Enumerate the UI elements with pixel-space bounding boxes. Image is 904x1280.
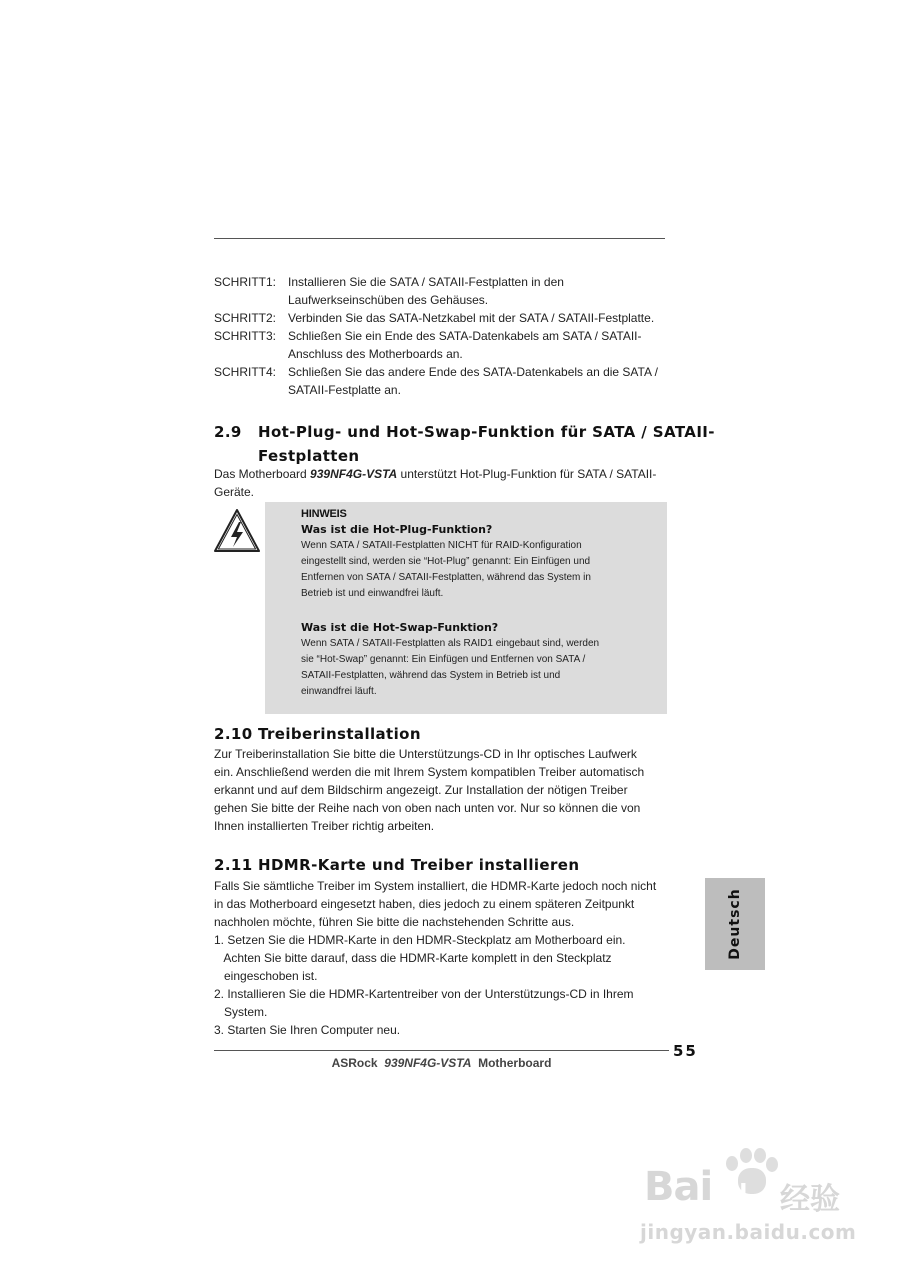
section-number: 2.9 — [214, 423, 242, 441]
language-tab-label: Deutsch — [727, 888, 743, 960]
intro-text-after: unterstützt Hot-Plug-Funktion für SATA / SATAII- — [397, 467, 657, 481]
body-line: gehen Sie bitte der Reihe nach von oben nach unten vor. Nur so können die von — [214, 801, 641, 815]
footer-brand: ASRock — [331, 1056, 378, 1070]
step-3 — [214, 327, 674, 363]
body-line: erkannt und auf dem Bildschirm angezeigt. Zur Installation der nötigen Treiber — [214, 783, 628, 797]
section-title: Treiberinstallation — [258, 725, 421, 743]
step-label: SCHRITT4: — [214, 365, 277, 379]
page-number: 55 — [673, 1042, 698, 1060]
note-line: Entfernen von SATA / SATAII-Festplatten, während das System in — [301, 572, 591, 583]
body-line: ein. Anschließend werden die mit Ihrem System kompatiblen Treiber automatisch — [214, 765, 645, 779]
section-heading-2-10 — [214, 724, 421, 744]
section-number: 2.10 — [214, 725, 253, 743]
body-line: in das Motherboard eingesetzt haben, dies jedoch zu einem späteren Zeitpunkt — [214, 897, 635, 911]
list-item-cont: eingeschoben ist. — [214, 969, 318, 983]
section-number: 2.11 — [214, 856, 253, 874]
watermark-url: jingyan.baidu.com — [640, 1220, 857, 1244]
section-2-11-body — [214, 877, 669, 1039]
note-line: sie “Hot-Swap” genannt: Ein Einfügen und Entfernen von SATA / — [301, 654, 586, 665]
note-line: Wenn SATA / SATAII-Festplatten als RAID1 eingebaut sind, werden — [301, 638, 600, 649]
body-line: Zur Treiberinstallation Sie bitte die Unterstützungs-CD in Ihr optisches Laufwerk — [214, 747, 637, 761]
list-item-cont: System. — [214, 1005, 268, 1019]
note-answer-2 — [301, 636, 651, 700]
note-question-1: Was ist die Hot-Plug-Funktion? — [301, 523, 493, 536]
step-text: Schließen Sie das andere Ende des SATA-Datenkabels an die SATA / — [288, 365, 658, 379]
step-text: Schließen Sie ein Ende des SATA-Datenkabels am SATA / SATAII- — [288, 329, 642, 343]
footer — [214, 1056, 669, 1070]
footer-suffix: Motherboard — [478, 1056, 552, 1070]
section-2-9-intro — [214, 465, 669, 501]
bottom-rule — [214, 1050, 669, 1051]
step-text-cont: SATAII-Festplatte an. — [288, 383, 401, 397]
watermark-cn: 经验 — [780, 1182, 840, 1217]
note-line: Wenn SATA / SATAII-Festplatten NICHT für RAID-Konfiguration — [301, 540, 582, 551]
intro-text: Das Motherboard — [214, 467, 311, 481]
list-item: 1. Setzen Sie die HDMR-Karte in den HDMR-Steckplatz am Motherboard ein. — [214, 933, 626, 947]
section-heading-2-11 — [214, 855, 579, 875]
note-line: SATAII-Festplatten, während das System in Betrieb ist und — [301, 670, 561, 681]
note-answer-1 — [301, 538, 651, 602]
note-line: einwandfrei läuft. — [301, 686, 377, 697]
step-text-cont: Laufwerkseinschüben des Gehäuses. — [288, 293, 489, 307]
list-item: 3. Starten Sie Ihren Computer neu. — [214, 1023, 401, 1037]
step-text: Installieren Sie die SATA / SATAII-Festplatten in den — [288, 275, 564, 289]
step-label: SCHRITT1: — [214, 275, 277, 289]
watermark-logo: Bai — [644, 1164, 713, 1210]
list-item: 2. Installieren Sie die HDMR-Kartentreiber von der Unterstützungs-CD in Ihrem — [214, 987, 634, 1001]
step-2 — [214, 309, 674, 327]
body-line: Ihnen installierten Treiber richtig arbeiten. — [214, 819, 435, 833]
steps-list — [214, 273, 674, 399]
section-title: HDMR-Karte und Treiber installieren — [258, 856, 580, 874]
list-item-cont: Achten Sie bitte darauf, dass die HDMR-Karte komplett in den Steckplatz — [214, 951, 612, 965]
step-label: SCHRITT2: — [214, 311, 277, 325]
model-name: 939NF4G-VSTA — [310, 467, 398, 481]
step-text-cont: Anschluss des Motherboards an. — [288, 347, 463, 361]
step-1 — [214, 273, 674, 309]
note-box — [265, 502, 667, 714]
baidu-watermark — [640, 1148, 880, 1248]
note-title: HINWEIS — [301, 508, 347, 520]
footer-model: 939NF4G-VSTA — [384, 1056, 472, 1070]
section-2-10-body — [214, 745, 669, 835]
intro-text-line2: Geräte. — [214, 485, 255, 499]
section-title: Hot-Plug- und Hot-Swap-Funktion für SATA / SATAII- — [258, 423, 715, 441]
note-line: eingestellt sind, werden sie “Hot-Plug” genannt: Ein Einfügen und — [301, 556, 591, 567]
section-title-cont: Festplatten — [258, 447, 360, 465]
note-question-2: Was ist die Hot-Swap-Funktion? — [301, 621, 499, 634]
language-tab — [705, 878, 765, 970]
body-line: Falls Sie sämtliche Treiber im System installiert, die HDMR-Karte jedoch noch nicht — [214, 879, 657, 893]
step-4 — [214, 363, 674, 399]
section-heading-2-9 — [214, 420, 715, 468]
step-label: SCHRITT3: — [214, 329, 277, 343]
note-line: Betrieb ist und einwandfrei läuft. — [301, 588, 444, 599]
watermark-logo-2: du — [714, 1174, 747, 1202]
warning-icon — [213, 508, 261, 554]
body-line: nachholen möchte, führen Sie bitte die nachstehenden Schritte aus. — [214, 915, 575, 929]
step-text: Verbinden Sie das SATA-Netzkabel mit der SATA / SATAII-Festplatte. — [288, 311, 655, 325]
top-rule — [214, 238, 665, 239]
